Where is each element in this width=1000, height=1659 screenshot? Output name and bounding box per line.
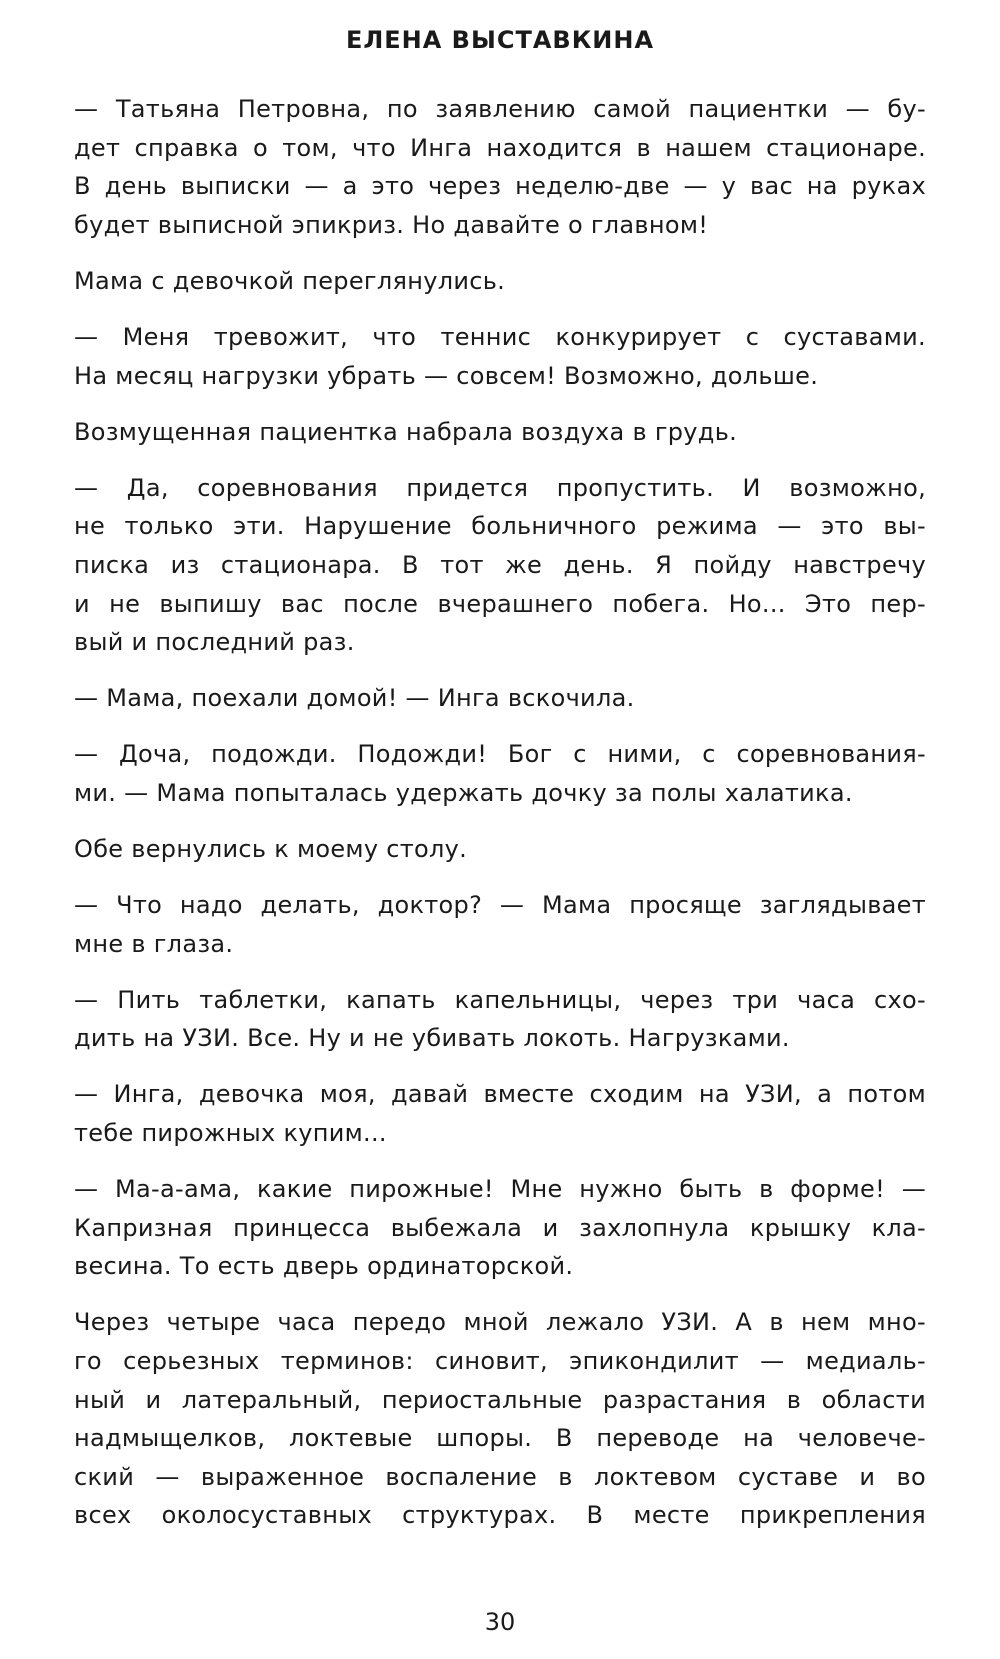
text-line: не только эти. Нарушение больничного режима — это вы- [74,512,926,541]
text-line: — Да, соревнования придется пропустить. И возможно, [74,473,926,502]
text-line: ми. — Мама попыталась удержать дочку за полы халатика. [74,778,853,807]
body-text [74,90,926,1553]
text-line: Возмущенная пациентка набрала воздуха в грудь. [74,417,738,446]
book-page [74,0,926,1659]
paragraph [74,830,926,869]
text-line: — Ма-а-ама, какие пирожные! Мне нужно быть в форме! — [74,1175,926,1204]
paragraph [74,679,926,718]
text-line: надмыщелков, локтевые шпоры. В переводе на человече- [74,1424,926,1453]
text-line: — Меня тревожит, что теннис конкурирует с суставами. [74,322,926,351]
text-line: тебе пирожных купим... [74,1119,387,1148]
paragraph [74,735,926,812]
text-line: — Инга, девочка моя, давай вместе сходим на УЗИ, а потом [74,1080,926,1109]
paragraph [74,469,926,662]
text-line: писка из стационара. В тот же день. Я пойду навстречу [74,550,926,579]
text-line: будет выписной эпикриз. Но давайте о главном! [74,210,709,239]
paragraph [74,1303,926,1535]
paragraph [74,413,926,452]
text-line: Обе вернулись к моему столу. [74,835,468,863]
text-line: В день выписки — а это через неделю-две — у вас на руках [74,172,926,201]
text-line: Через четыре часа передо мной лежало УЗИ. А в нем мно- [74,1308,926,1337]
text-line: — Доча, подожди. Подожди! Бог с ними, с соревнования- [74,740,926,769]
text-line: го серьезных терминов: синовит, эпикондилит — медиаль- [74,1347,926,1376]
text-line: весина. То есть дверь ординаторской. [74,1252,574,1281]
text-line: — Что надо делать, доктор? — Мама просяще заглядывает [74,891,926,920]
text-line: Мама с девочкой переглянулись. [74,266,506,295]
paragraph [74,886,926,963]
text-line: дет справка о том, что Инга находится в нашем стационаре. [74,133,926,162]
text-line: Капризная принцесса выбежала и захлопнула крышку кла- [74,1213,926,1242]
text-line: — Татьяна Петровна, по заявлению самой пациентки — бу- [74,95,926,123]
paragraph [74,318,926,395]
text-line: ный и латеральный, периостальные разрастания в области [74,1385,926,1414]
text-line: дить на УЗИ. Все. Ну и не убивать локоть. Нагрузками. [74,1024,790,1053]
paragraph [74,1075,926,1152]
text-line: мне в глаза. [74,929,234,958]
text-line: и не выпишу вас после вчерашнего побега. Но... Это пер- [74,589,926,618]
paragraph [74,262,926,301]
text-line: ский — выраженное воспаление в локтевом суставе и во [74,1462,926,1491]
paragraph [74,981,926,1058]
page-number: 30 [484,1608,516,1636]
text-line: — Мама, поехали домой! — Инга вскочила. [74,684,635,713]
text-line: — Пить таблетки, капать капельницы, через три часа схо- [74,985,926,1014]
running-head: ЕЛЕНА ВЫСТАВКИНА [345,26,655,54]
text-line: вый и последний раз. [74,628,355,657]
paragraph [74,1170,926,1286]
text-line: На месяц нагрузки убрать — совсем! Возможно, дольше. [74,361,819,390]
paragraph [74,90,926,244]
text-line: всех околосуставных структурах. В месте прикрепления [74,1501,926,1530]
